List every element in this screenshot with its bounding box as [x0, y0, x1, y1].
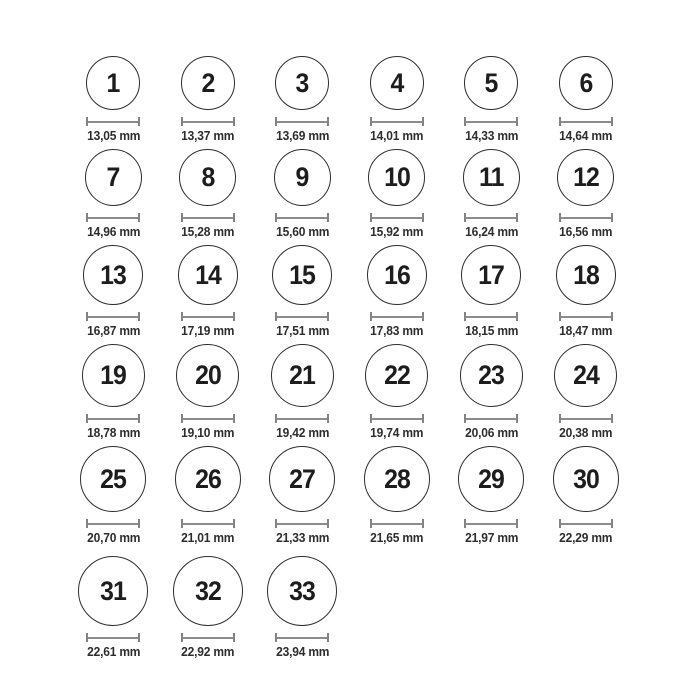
ring-circle [364, 446, 430, 512]
ring-size-row [66, 446, 700, 546]
diameter-measure-line [275, 117, 329, 126]
ring-circle [554, 344, 617, 407]
diameter-value: 15,92 mm [370, 225, 424, 239]
ring-size-number: 31 [100, 575, 127, 606]
ring-size-number: 15 [289, 259, 316, 290]
ring-size-cell [539, 245, 634, 339]
ring-circle [367, 245, 427, 305]
ring-size-number: 28 [383, 463, 410, 494]
ring-size-cell [255, 56, 350, 144]
ring-size-cell [539, 446, 634, 546]
diameter-measure-line [559, 414, 613, 423]
diameter-measure-line [181, 633, 235, 642]
diameter-measure-line [559, 519, 613, 528]
ring-size-number: 17 [478, 259, 505, 290]
ring-size-cell [66, 245, 161, 339]
diameter-value: 20,06 mm [464, 426, 518, 440]
ring-size-cell [444, 446, 539, 546]
diameter-value: 18,47 mm [559, 324, 613, 338]
diameter-measure-line [86, 213, 140, 222]
diameter-measure-line [86, 312, 140, 321]
ring-size-number: 29 [478, 463, 505, 494]
diameter-value: 14,64 mm [559, 129, 613, 143]
ring-circle [368, 149, 425, 206]
ring-size-cell [66, 556, 161, 660]
ring-circle [175, 446, 241, 512]
ring-circle [464, 56, 518, 110]
diameter-value: 21,33 mm [275, 531, 329, 545]
ring-circle [269, 446, 335, 512]
ring-size-number: 24 [572, 360, 599, 390]
ring-size-cell [66, 149, 161, 240]
ring-size-number: 30 [572, 463, 599, 494]
ring-size-row [66, 245, 700, 339]
ring-size-cell [161, 149, 256, 240]
diameter-value: 21,97 mm [464, 531, 518, 545]
diameter-value: 13,05 mm [86, 129, 140, 143]
ring-size-cell [161, 56, 256, 144]
ring-size-cell [539, 56, 634, 144]
ring-circle [461, 245, 521, 305]
diameter-measure-line [181, 414, 235, 423]
diameter-measure-line [464, 414, 518, 423]
diameter-value: 22,92 mm [181, 645, 235, 659]
diameter-measure-line [370, 312, 424, 321]
diameter-measure-line [86, 414, 140, 423]
ring-size-number: 2 [201, 67, 215, 98]
diameter-value: 18,78 mm [86, 426, 140, 440]
diameter-measure-line [86, 519, 140, 528]
diameter-value: 20,70 mm [86, 531, 140, 545]
diameter-value: 13,69 mm [275, 129, 329, 143]
ring-circle [556, 245, 616, 305]
diameter-value: 17,19 mm [181, 324, 235, 338]
ring-size-number: 7 [106, 162, 120, 192]
ring-size-number: 14 [194, 259, 221, 290]
diameter-measure-line [181, 519, 235, 528]
diameter-value: 15,60 mm [275, 225, 329, 239]
ring-size-number: 19 [100, 360, 127, 390]
diameter-value: 23,94 mm [275, 645, 329, 659]
ring-size-cell [66, 446, 161, 546]
ring-size-cell [255, 344, 350, 441]
ring-circle [86, 56, 140, 110]
ring-circle [178, 245, 238, 305]
diameter-value: 21,01 mm [181, 531, 235, 545]
ring-size-number: 6 [579, 67, 593, 98]
ring-size-number: 10 [383, 162, 410, 192]
diameter-measure-line [181, 117, 235, 126]
diameter-measure-line [181, 213, 235, 222]
ring-circle [271, 344, 334, 407]
diameter-measure-line [275, 414, 329, 423]
ring-circle [365, 344, 428, 407]
ring-size-cell [350, 446, 445, 546]
diameter-value: 19,10 mm [181, 426, 235, 440]
ring-size-number: 23 [478, 360, 505, 390]
ring-size-cell [350, 245, 445, 339]
ring-size-number: 5 [484, 67, 498, 98]
ring-circle [463, 149, 520, 206]
ring-size-number: 8 [201, 162, 215, 192]
diameter-measure-line [559, 213, 613, 222]
ring-size-cell [161, 556, 256, 660]
diameter-measure-line [559, 312, 613, 321]
ring-size-number: 27 [289, 463, 316, 494]
diameter-value: 22,29 mm [559, 531, 613, 545]
diameter-value: 14,01 mm [370, 129, 424, 143]
ring-circle [460, 344, 523, 407]
diameter-measure-line [559, 117, 613, 126]
diameter-measure-line [370, 213, 424, 222]
ring-size-cell [444, 149, 539, 240]
diameter-value: 15,28 mm [181, 225, 235, 239]
diameter-value: 17,51 mm [275, 324, 329, 338]
ring-circle [458, 446, 524, 512]
diameter-measure-line [86, 633, 140, 642]
ring-circle [370, 56, 424, 110]
ring-size-number: 18 [572, 259, 599, 290]
diameter-value: 22,61 mm [86, 645, 140, 659]
diameter-measure-line [370, 414, 424, 423]
diameter-measure-line [370, 519, 424, 528]
ring-size-number: 1 [106, 67, 120, 98]
ring-circle [553, 446, 619, 512]
diameter-value: 19,74 mm [370, 426, 424, 440]
diameter-measure-line [464, 213, 518, 222]
diameter-measure-line [464, 312, 518, 321]
diameter-value: 16,87 mm [86, 324, 140, 338]
diameter-measure-line [370, 117, 424, 126]
ring-circle [557, 149, 614, 206]
ring-size-number: 21 [289, 360, 316, 390]
ring-size-cell [539, 344, 634, 441]
ring-circle [82, 344, 145, 407]
ring-size-cell [255, 556, 350, 660]
ring-circle [274, 149, 331, 206]
diameter-measure-line [275, 519, 329, 528]
ring-size-number: 4 [390, 67, 404, 98]
ring-circle [181, 56, 235, 110]
ring-size-cell [539, 149, 634, 240]
ring-size-number: 11 [479, 162, 504, 192]
ring-circle [176, 344, 239, 407]
diameter-value: 14,33 mm [464, 129, 518, 143]
ring-size-cell [255, 149, 350, 240]
ring-size-number: 22 [383, 360, 410, 390]
ring-size-row [66, 149, 700, 240]
diameter-value: 18,15 mm [464, 324, 518, 338]
ring-size-cell [444, 245, 539, 339]
ring-size-number: 20 [194, 360, 221, 390]
diameter-measure-line [275, 213, 329, 222]
ring-size-cell [444, 56, 539, 144]
diameter-value: 17,83 mm [370, 324, 424, 338]
ring-circle [179, 149, 236, 206]
diameter-measure-line [86, 117, 140, 126]
diameter-measure-line [464, 519, 518, 528]
ring-size-cell [255, 446, 350, 546]
ring-size-cell [66, 56, 161, 144]
diameter-value: 21,65 mm [370, 531, 424, 545]
diameter-value: 19,42 mm [275, 426, 329, 440]
ring-circle [85, 149, 142, 206]
ring-circle [173, 556, 243, 626]
ring-size-cell [444, 344, 539, 441]
ring-size-number: 25 [100, 463, 127, 494]
ring-circle [83, 245, 143, 305]
ring-size-cell [66, 344, 161, 441]
ring-circle [78, 556, 148, 626]
diameter-value: 16,24 mm [464, 225, 518, 239]
diameter-measure-line [275, 312, 329, 321]
ring-size-number: 32 [194, 575, 221, 606]
ring-circle [275, 56, 329, 110]
ring-circle [272, 245, 332, 305]
ring-size-cell [161, 245, 256, 339]
ring-size-cell [161, 446, 256, 546]
ring-size-cell [350, 56, 445, 144]
ring-size-number: 33 [289, 575, 316, 606]
ring-size-row [66, 56, 700, 144]
ring-size-number: 9 [295, 162, 309, 192]
diameter-value: 20,38 mm [559, 426, 613, 440]
ring-size-cell [350, 149, 445, 240]
ring-circle [559, 56, 613, 110]
ring-size-row [66, 344, 700, 441]
ring-size-number: 16 [383, 259, 410, 290]
diameter-value: 13,37 mm [181, 129, 235, 143]
ring-size-number: 12 [572, 162, 599, 192]
ring-size-cell [161, 344, 256, 441]
ring-size-number: 13 [100, 259, 127, 290]
ring-circle [80, 446, 146, 512]
diameter-measure-line [464, 117, 518, 126]
ring-size-cell [255, 245, 350, 339]
ring-circle [267, 556, 337, 626]
diameter-value: 14,96 mm [86, 225, 140, 239]
ring-size-row [66, 556, 700, 660]
diameter-value: 16,56 mm [559, 225, 613, 239]
ring-size-cell [350, 344, 445, 441]
diameter-measure-line [275, 633, 329, 642]
ring-size-number: 26 [194, 463, 221, 494]
diameter-measure-line [181, 312, 235, 321]
ring-size-number: 3 [295, 67, 309, 98]
